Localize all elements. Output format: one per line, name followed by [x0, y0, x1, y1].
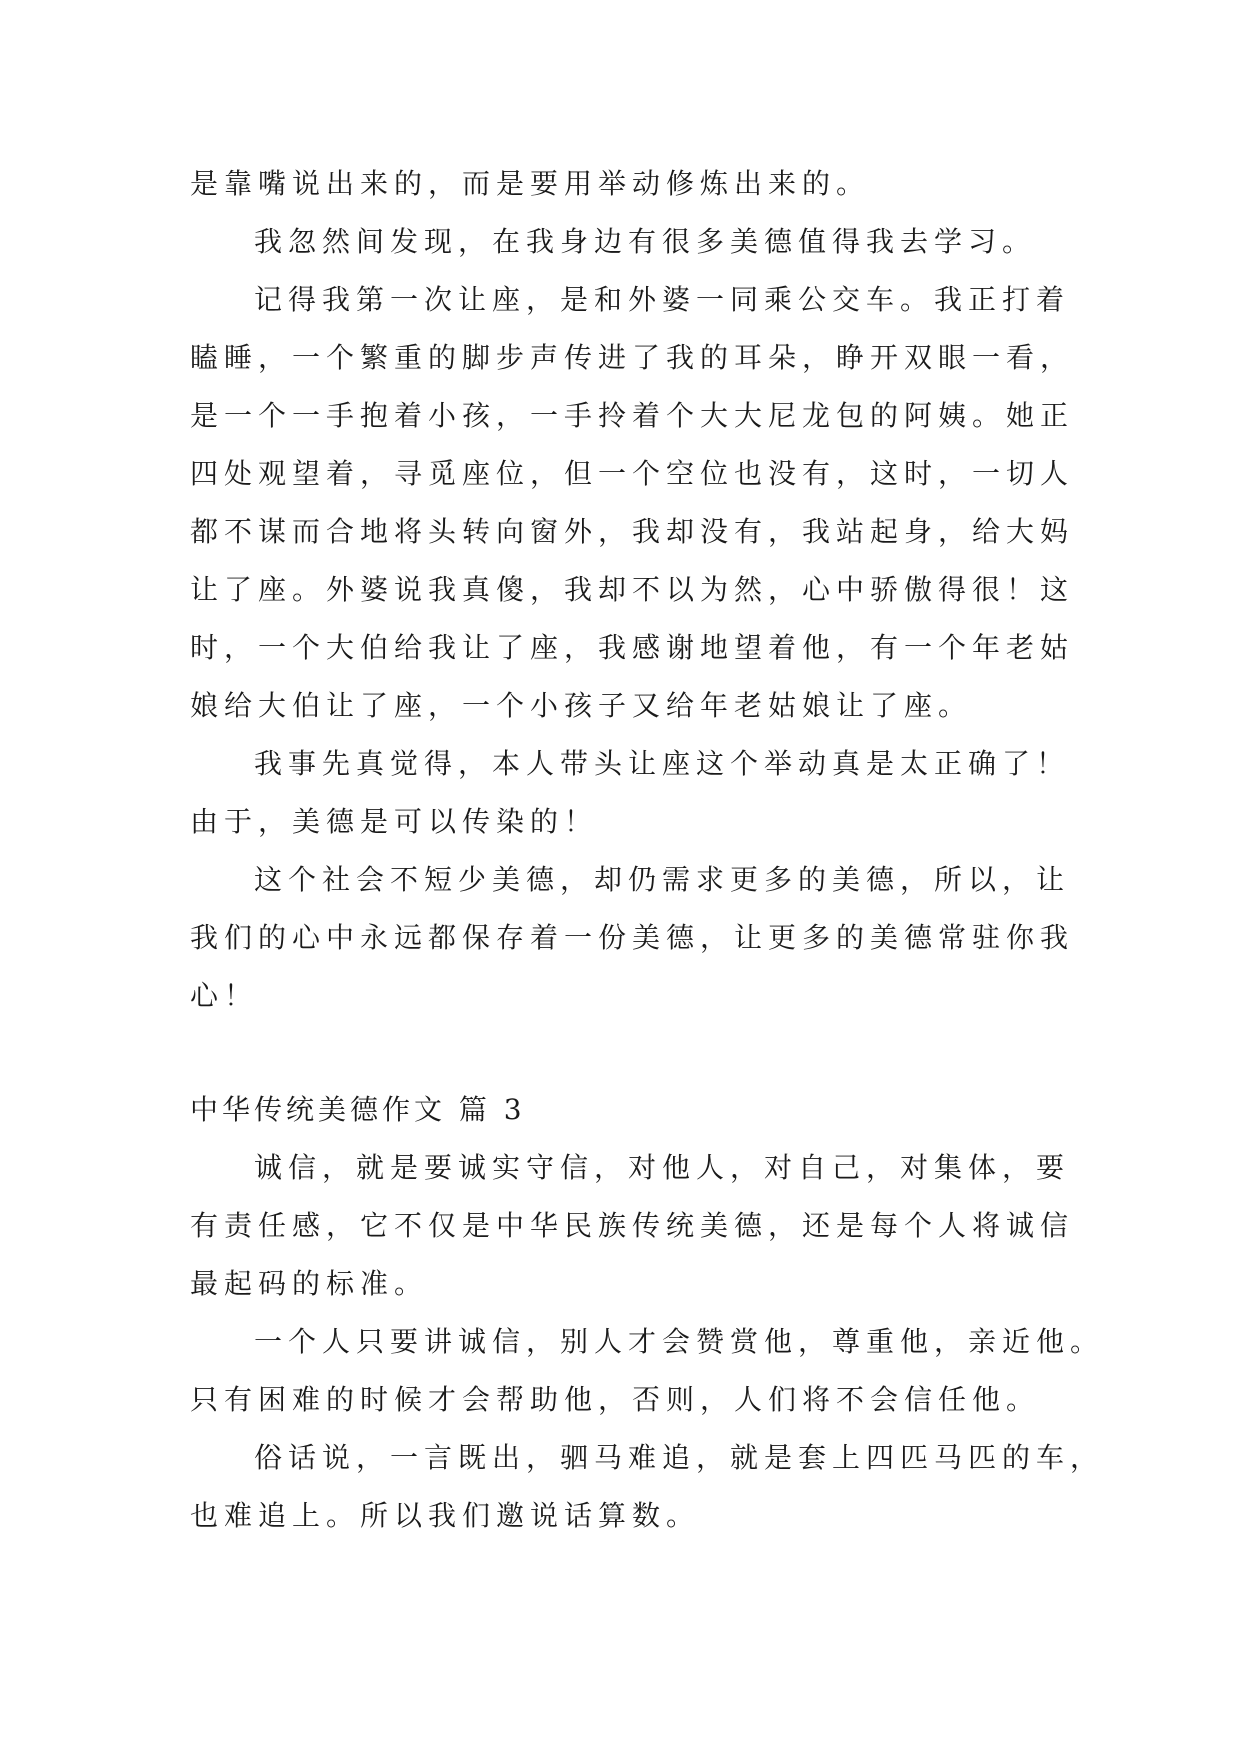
- text-line: 只有困难的时候才会帮助他，否则，人们将不会信任他。: [190, 1383, 1041, 1416]
- text-line: 心！: [190, 979, 259, 1012]
- text-line: 有责任感，它不仅是中华民族传统美德，还是每个人将诚信: [190, 1209, 1075, 1242]
- text-line: 一个人只要讲诚信，别人才会赞赏他，尊重他，亲近他。: [254, 1325, 1105, 1358]
- text-line: 都不谋而合地将头转向窗外，我却没有，我站起身，给大妈: [190, 515, 1075, 548]
- text-line: 诚信，就是要诚实守信，对他人，对自己，对集体，要: [254, 1151, 1071, 1184]
- text-line: 我忽然间发现，在我身边有很多美德值得我去学习。: [254, 225, 1037, 258]
- text-line: 四处观望着，寻觅座位，但一个空位也没有，这时，一切人: [190, 457, 1075, 490]
- text-line: 记得我第一次让座，是和外婆一同乘公交车。我正打着: [254, 283, 1071, 316]
- text-line: 最起码的标准。: [190, 1267, 429, 1300]
- text-line: 娘给大伯让了座，一个小孩子又给年老姑娘让了座。: [190, 689, 973, 722]
- text-line: 也难追上。所以我们邀说话算数。: [190, 1499, 701, 1532]
- text-line: 由于，美德是可以传染的！: [190, 805, 599, 838]
- section-heading: 中华传统美德作文 篇 3: [190, 1093, 526, 1126]
- text-line: 这个社会不短少美德，却仍需求更多的美德，所以，让: [254, 863, 1071, 896]
- text-line: 瞌睡，一个繁重的脚步声传进了我的耳朵，睁开双眼一看，: [190, 341, 1075, 374]
- text-line: 是一个一手抱着小孩，一手拎着个大大尼龙包的阿姨。她正: [190, 399, 1075, 432]
- text-line: 时，一个大伯给我让了座，我感谢地望着他，有一个年老姑: [190, 631, 1075, 664]
- text-line: 我事先真觉得，本人带头让座这个举动真是太正确了！: [254, 747, 1071, 780]
- text-line: 俗话说，一言既出，驷马难追，就是套上四匹马匹的车，: [254, 1441, 1105, 1474]
- text-line: 让了座。外婆说我真傻，我却不以为然，心中骄傲得很！这: [190, 573, 1075, 606]
- text-line: 我们的心中永远都保存着一份美德，让更多的美德常驻你我: [190, 921, 1075, 954]
- text-line: 是靠嘴说出来的，而是要用举动修炼出来的。: [190, 167, 871, 200]
